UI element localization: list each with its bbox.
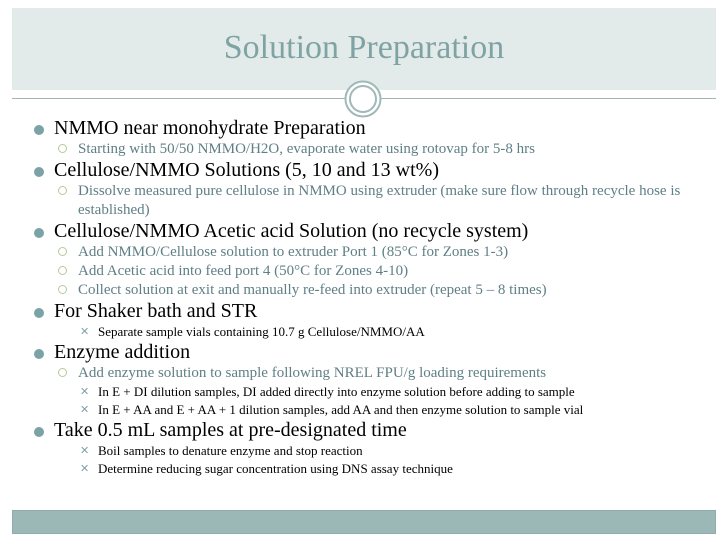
bullet-text: NMMO near monohydrate Preparation [54, 117, 366, 139]
bullet-item-level-3 [20, 401, 710, 419]
bullet-item-level-3 [20, 323, 710, 341]
bullet-text: Collect solution at exit and manually re-feed into extruder (repeat 5 – 8 times) [78, 282, 547, 298]
filled-circle-bullet-icon [34, 228, 44, 238]
bullet-item-level-2 [20, 140, 710, 159]
open-circle-bullet-icon [58, 368, 67, 377]
bullet-item-level-2 [20, 364, 710, 383]
bullet-text: Take 0.5 mL samples at pre-designated time [54, 419, 407, 441]
bullet-item-level-1 [20, 419, 710, 442]
bullet-text: Dissolve measured pure cellulose in NMMO using extruder (make sure flow through recycle hose is established) [78, 183, 681, 218]
bullet-text: Determine reducing sugar concentration using DNS assay technique [98, 461, 453, 476]
bullet-text: Add NMMO/Cellulose solution to extruder Port 1 (85°C for Zones 1-3) [78, 244, 509, 260]
x-bullet-icon: ✕ [80, 386, 90, 398]
bullet-text: Boil samples to denature enzyme and stop reaction [98, 443, 363, 458]
open-circle-bullet-icon [58, 144, 67, 153]
bullet-text: Enzyme addition [54, 341, 191, 363]
bullet-item-level-1 [20, 341, 710, 364]
open-circle-bullet-icon [58, 186, 67, 195]
bullet-item-level-2 [20, 262, 710, 281]
bullet-text: Cellulose/NMMO Acetic acid Solution (no recycle system) [54, 220, 529, 242]
x-bullet-icon: ✕ [80, 404, 90, 416]
bullet-list [20, 117, 710, 478]
filled-circle-bullet-icon [34, 427, 44, 437]
bullet-item-level-3 [20, 460, 710, 478]
bullet-text: Cellulose/NMMO Solutions (5, 10 and 13 wt%) [54, 159, 439, 181]
x-bullet-icon: ✕ [80, 326, 90, 338]
slide-title: Solution Preparation [223, 29, 505, 66]
bullet-text: Starting with 50/50 NMMO/H2O, evaporate water using rotovap for 5-8 hrs [78, 141, 536, 157]
x-bullet-icon: ✕ [80, 463, 90, 475]
filled-circle-bullet-icon [34, 349, 44, 359]
bullet-text: In E + DI dilution samples, DI added directly into enzyme solution before adding to sample [98, 384, 575, 399]
open-circle-bullet-icon [58, 247, 67, 256]
bullet-item-level-2 [20, 281, 710, 300]
bullet-item-level-3 [20, 383, 710, 401]
x-bullet-icon: ✕ [80, 445, 90, 457]
bullet-item-level-1 [20, 300, 710, 323]
bullet-item-level-2 [20, 182, 710, 220]
footer-band [12, 510, 716, 534]
filled-circle-bullet-icon [34, 167, 44, 177]
bullet-item-level-3 [20, 442, 710, 460]
bullet-text: For Shaker bath and STR [54, 300, 258, 322]
filled-circle-bullet-icon [34, 308, 44, 318]
bullet-text: Add enzyme solution to sample following NREL FPU/g loading requirements [78, 365, 547, 381]
bullet-item-level-2 [20, 243, 710, 262]
circle-ornament-icon [344, 80, 382, 118]
bullet-item-level-1 [20, 159, 710, 182]
filled-circle-bullet-icon [34, 125, 44, 135]
bullet-item-level-1 [20, 117, 710, 140]
bullet-item-level-1 [20, 220, 710, 243]
bullet-text: In E + AA and E + AA + 1 dilution samples, add AA and then enzyme solution to sample vial [98, 402, 584, 417]
open-circle-bullet-icon [58, 266, 67, 275]
bullet-text: Separate sample vials containing 10.7 g Cellulose/NMMO/AA [98, 324, 425, 339]
open-circle-bullet-icon [58, 285, 67, 294]
bullet-text: Add Acetic acid into feed port 4 (50°C for Zones 4-10) [78, 263, 409, 279]
